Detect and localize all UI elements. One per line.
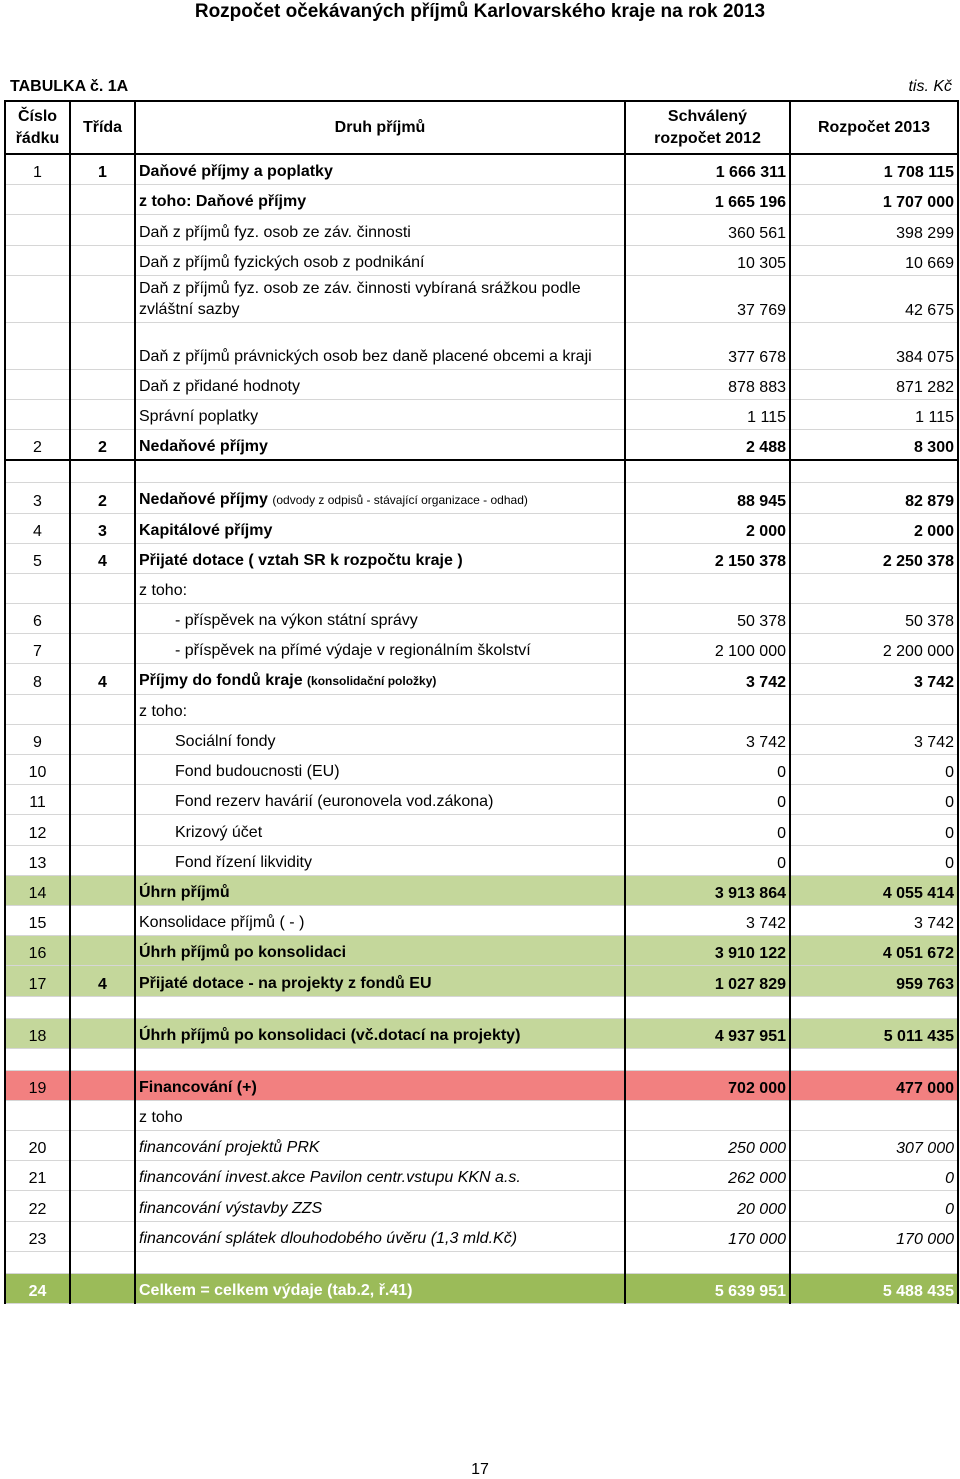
table-row	[5, 664, 958, 694]
spacer-row	[5, 996, 958, 1018]
table-row	[5, 785, 958, 815]
approved-2012-cell: 2 100 000	[625, 634, 790, 664]
class-cell	[70, 1131, 135, 1161]
spacer-cell	[5, 996, 70, 1018]
table-row	[5, 724, 958, 754]
row-number-cell	[5, 369, 70, 399]
class-cell	[70, 1273, 135, 1303]
class-cell	[70, 755, 135, 785]
budget-2013-cell: 5 488 435	[790, 1273, 958, 1303]
approved-2012-cell	[625, 1100, 790, 1130]
budget-2013-cell: 959 763	[790, 966, 958, 996]
type-cell	[135, 430, 625, 461]
type-cell	[135, 815, 625, 845]
table-row	[5, 1070, 958, 1100]
spacer-cell	[135, 1251, 625, 1273]
spacer-cell	[625, 996, 790, 1018]
spacer-cell	[70, 1048, 135, 1070]
budget-2013-cell: 3 742	[790, 724, 958, 754]
budget-2013-cell	[790, 573, 958, 603]
type-label: Úhrh příjmů po konsolidaci	[139, 944, 347, 962]
approved-2012-cell: 0	[625, 815, 790, 845]
unit-label: tis. Kč	[908, 78, 952, 95]
approved-2012-cell: 250 000	[625, 1131, 790, 1161]
table-row	[5, 694, 958, 724]
table-id: TABULKA č. 1A	[10, 78, 129, 95]
table-row	[5, 1100, 958, 1130]
row-number-cell	[5, 399, 70, 429]
budget-2013-cell	[790, 1100, 958, 1130]
type-label: Přijaté dotace ( vztah SR k rozpočtu kraje )	[139, 551, 463, 569]
spacer-cell	[135, 1048, 625, 1070]
table-body	[5, 154, 958, 1304]
class-cell	[70, 1100, 135, 1130]
approved-2012-cell: 88 945	[625, 483, 790, 513]
type-label: Sociální fondy	[175, 733, 276, 750]
approved-2012-cell: 377 678	[625, 322, 790, 369]
class-cell	[70, 275, 135, 322]
type-label: Úhrn příjmů	[139, 883, 230, 901]
type-cell	[135, 543, 625, 573]
budget-2013-cell: 0	[790, 1161, 958, 1191]
row-number-cell: 2	[5, 430, 70, 461]
type-cell	[135, 215, 625, 245]
type-cell	[135, 905, 625, 935]
type-label: - příspěvek na přímé výdaje v regionálním školství	[175, 642, 531, 660]
type-label: Konsolidace příjmů ( - )	[139, 914, 305, 932]
approved-2012-cell: 50 378	[625, 604, 790, 634]
class-cell: 4	[70, 966, 135, 996]
approved-2012-cell: 2 000	[625, 513, 790, 543]
type-cell	[135, 483, 625, 513]
table-row	[5, 845, 958, 875]
approved-2012-cell	[625, 694, 790, 724]
approved-2012-cell: 37 769	[625, 275, 790, 322]
spacer-cell	[5, 1048, 70, 1070]
class-cell	[70, 634, 135, 664]
type-cell	[135, 185, 625, 215]
class-cell: 3	[70, 513, 135, 543]
class-cell	[70, 1018, 135, 1048]
table-row	[5, 815, 958, 845]
table-row	[5, 513, 958, 543]
budget-2013-cell: 3 742	[790, 905, 958, 935]
class-cell	[70, 245, 135, 275]
type-cell	[135, 399, 625, 429]
type-label: financování výstavby ZZS	[139, 1199, 323, 1217]
type-cell	[135, 694, 625, 724]
class-cell	[70, 1070, 135, 1100]
approved-2012-cell: 1 115	[625, 399, 790, 429]
table-row	[5, 1161, 958, 1191]
type-label: Krizový účet	[175, 823, 263, 841]
row-number-cell: 23	[5, 1221, 70, 1251]
type-label: financování invest.akce Pavilon centr.vstupu KKN a.s.	[139, 1169, 521, 1187]
row-number-cell: 9	[5, 724, 70, 754]
col-class: Třída	[70, 101, 135, 154]
row-number-cell	[5, 1100, 70, 1130]
budget-2013-cell: 2 250 378	[790, 543, 958, 573]
type-cell	[135, 573, 625, 603]
budget-2013-cell: 1 708 115	[790, 154, 958, 185]
row-number-cell	[5, 275, 70, 322]
type-cell	[135, 634, 625, 664]
budget-2013-cell: 477 000	[790, 1070, 958, 1100]
budget-2013-cell: 8 300	[790, 430, 958, 461]
spacer-cell	[70, 1251, 135, 1273]
table-row	[5, 634, 958, 664]
table-row	[5, 755, 958, 785]
class-cell	[70, 399, 135, 429]
spacer-cell	[790, 460, 958, 483]
type-label: financování projektů PRK	[139, 1139, 320, 1157]
table-row	[5, 399, 958, 429]
spacer-cell	[790, 1048, 958, 1070]
spacer-cell	[625, 1048, 790, 1070]
type-cell	[135, 755, 625, 785]
table-row	[5, 936, 958, 966]
approved-2012-cell: 3 910 122	[625, 936, 790, 966]
row-number-cell: 1	[5, 154, 70, 185]
approved-2012-cell: 3 742	[625, 664, 790, 694]
table-row	[5, 905, 958, 935]
table-row	[5, 1221, 958, 1251]
row-number-cell: 19	[5, 1070, 70, 1100]
type-label: Daňové příjmy a poplatky	[139, 163, 333, 181]
type-label: Nedaňové příjmy	[139, 490, 268, 508]
type-cell	[135, 1273, 625, 1303]
budget-2013-cell: 4 055 414	[790, 875, 958, 905]
approved-2012-cell: 5 639 951	[625, 1273, 790, 1303]
approved-2012-cell: 20 000	[625, 1191, 790, 1221]
budget-2013-cell: 384 075	[790, 322, 958, 369]
table-row	[5, 245, 958, 275]
type-label: - příspěvek na výkon státní správy	[175, 612, 418, 630]
table-row	[5, 430, 958, 461]
table-row	[5, 154, 958, 185]
row-number-cell: 15	[5, 905, 70, 935]
type-note: (odvody z odpisů - stávající organizace - odhad)	[272, 492, 528, 507]
table-row	[5, 875, 958, 905]
spacer-cell	[70, 996, 135, 1018]
type-label: Daň z přidané hodnoty	[139, 377, 300, 395]
class-cell	[70, 724, 135, 754]
row-number-cell	[5, 215, 70, 245]
spacer-row	[5, 1048, 958, 1070]
type-cell	[135, 154, 625, 185]
budget-2013-cell: 5 011 435	[790, 1018, 958, 1048]
class-cell	[70, 185, 135, 215]
class-cell	[70, 785, 135, 815]
table-row	[5, 215, 958, 245]
type-label: Fond rezerv havárií (euronovela vod.zákona)	[175, 793, 494, 811]
table-row	[5, 1131, 958, 1161]
type-cell	[135, 369, 625, 399]
type-label: Fond budoucnosti (EU)	[175, 763, 340, 781]
approved-2012-cell: 4 937 951	[625, 1018, 790, 1048]
type-label: Přijaté dotace - na projekty z fondů EU	[139, 974, 432, 992]
row-number-cell	[5, 694, 70, 724]
budget-2013-cell: 82 879	[790, 483, 958, 513]
row-number-cell: 11	[5, 785, 70, 815]
budget-2013-cell: 0	[790, 845, 958, 875]
type-label: z toho	[139, 1109, 183, 1127]
row-number-cell: 22	[5, 1191, 70, 1221]
row-number-cell: 7	[5, 634, 70, 664]
type-label: Celkem = celkem výdaje (tab.2, ř.41)	[139, 1282, 413, 1299]
spacer-cell	[5, 1251, 70, 1273]
spacer-cell	[790, 1251, 958, 1273]
table-row	[5, 573, 958, 603]
spacer-cell	[625, 460, 790, 483]
table-row	[5, 322, 958, 369]
col-budget-2013: Rozpočet 2013	[790, 101, 958, 154]
budget-2013-cell	[790, 694, 958, 724]
spacer-cell	[135, 996, 625, 1018]
col-approved-2012: Schválený rozpočet 2012	[625, 101, 790, 154]
type-label: Daň z příjmů právnických osob bez daně placené obcemi a kraji	[139, 347, 592, 365]
type-label: Daň z příjmů fyz. osob ze záv. činnosti	[139, 223, 411, 241]
type-label: financování splátek dlouhodobého úvěru (1,3 mld.Kč)	[139, 1229, 518, 1247]
type-cell	[135, 664, 625, 694]
budget-2013-cell: 0	[790, 755, 958, 785]
spacer-cell	[70, 460, 135, 483]
budget-2013-cell: 3 742	[790, 664, 958, 694]
col-row-number: Číslo řádku	[5, 101, 70, 154]
type-cell	[135, 1100, 625, 1130]
budget-2013-cell: 1 707 000	[790, 185, 958, 215]
row-number-cell: 14	[5, 875, 70, 905]
approved-2012-cell: 3 742	[625, 724, 790, 754]
type-cell	[135, 245, 625, 275]
row-number-cell: 3	[5, 483, 70, 513]
type-cell	[135, 604, 625, 634]
spacer-cell	[5, 460, 70, 483]
approved-2012-cell: 0	[625, 845, 790, 875]
type-cell	[135, 322, 625, 369]
class-cell	[70, 815, 135, 845]
type-label: Daň z příjmů fyzických osob z podnikání	[139, 253, 425, 271]
type-label: Kapitálové příjmy	[139, 521, 273, 539]
type-label: Daň z příjmů fyz. osob ze záv. činnosti vybíraná srážkou podle zvláštní sazby	[139, 279, 581, 318]
page-number: 17	[471, 1461, 489, 1478]
class-cell	[70, 845, 135, 875]
type-cell	[135, 724, 625, 754]
table-row	[5, 369, 958, 399]
budget-2013-cell: 398 299	[790, 215, 958, 245]
row-number-cell: 21	[5, 1161, 70, 1191]
budget-2013-cell: 2 200 000	[790, 634, 958, 664]
table-row	[5, 604, 958, 634]
budget-2013-cell: 0	[790, 815, 958, 845]
class-cell	[70, 875, 135, 905]
type-cell	[135, 785, 625, 815]
budget-2013-cell: 170 000	[790, 1221, 958, 1251]
col-type: Druh příjmů	[135, 101, 625, 154]
type-label: Fond řízení likvidity	[175, 853, 312, 871]
row-number-cell: 16	[5, 936, 70, 966]
row-number-cell: 24	[5, 1273, 70, 1303]
row-number-cell: 20	[5, 1131, 70, 1161]
approved-2012-cell: 1 665 196	[625, 185, 790, 215]
row-number-cell: 13	[5, 845, 70, 875]
class-cell	[70, 1191, 135, 1221]
table-row	[5, 966, 958, 996]
class-cell: 1	[70, 154, 135, 185]
class-cell	[70, 604, 135, 634]
approved-2012-cell: 10 305	[625, 245, 790, 275]
type-cell	[135, 875, 625, 905]
type-cell	[135, 936, 625, 966]
budget-2013-cell: 0	[790, 1191, 958, 1221]
spacer-cell	[135, 460, 625, 483]
class-cell	[70, 905, 135, 935]
type-cell	[135, 966, 625, 996]
approved-2012-cell	[625, 573, 790, 603]
row-number-cell	[5, 573, 70, 603]
type-cell	[135, 1018, 625, 1048]
row-number-cell: 17	[5, 966, 70, 996]
class-cell	[70, 936, 135, 966]
class-cell	[70, 1221, 135, 1251]
type-cell	[135, 845, 625, 875]
type-cell	[135, 1221, 625, 1251]
budget-2013-cell: 50 378	[790, 604, 958, 634]
approved-2012-cell: 170 000	[625, 1221, 790, 1251]
approved-2012-cell: 878 883	[625, 369, 790, 399]
approved-2012-cell: 702 000	[625, 1070, 790, 1100]
approved-2012-cell: 0	[625, 785, 790, 815]
budget-2013-cell: 10 669	[790, 245, 958, 275]
approved-2012-cell: 3 742	[625, 905, 790, 935]
approved-2012-cell: 3 913 864	[625, 875, 790, 905]
type-cell	[135, 1131, 625, 1161]
type-label: Financování (+)	[139, 1078, 257, 1096]
class-cell	[70, 1161, 135, 1191]
row-number-cell: 12	[5, 815, 70, 845]
approved-2012-cell: 360 561	[625, 215, 790, 245]
type-note: (konsolidační položky)	[307, 673, 437, 688]
type-cell	[135, 1191, 625, 1221]
budget-2013-cell: 4 051 672	[790, 936, 958, 966]
approved-2012-cell: 1 027 829	[625, 966, 790, 996]
spacer-row	[5, 1251, 958, 1273]
row-number-cell: 18	[5, 1018, 70, 1048]
approved-2012-cell: 1 666 311	[625, 154, 790, 185]
budget-2013-cell: 2 000	[790, 513, 958, 543]
type-label: z toho:	[139, 582, 188, 600]
type-label: z toho: Daňové příjmy	[139, 193, 307, 211]
class-cell	[70, 694, 135, 724]
row-number-cell: 5	[5, 543, 70, 573]
type-label: Příjmy do fondů kraje	[139, 671, 303, 689]
table-row	[5, 1018, 958, 1048]
class-cell: 4	[70, 664, 135, 694]
approved-2012-cell: 262 000	[625, 1161, 790, 1191]
spacer-row	[5, 460, 958, 483]
approved-2012-cell: 2 488	[625, 430, 790, 461]
budget-2013-cell: 1 115	[790, 399, 958, 429]
header-row	[5, 101, 958, 154]
table-row	[5, 543, 958, 573]
approved-2012-cell: 2 150 378	[625, 543, 790, 573]
type-label: Nedaňové příjmy	[139, 438, 268, 456]
row-number-cell: 4	[5, 513, 70, 543]
row-number-cell	[5, 322, 70, 369]
row-number-cell: 6	[5, 604, 70, 634]
class-cell	[70, 369, 135, 399]
document-title: Rozpočet očekávaných příjmů Karlovarského kraje na rok 2013	[194, 1, 766, 22]
class-cell	[70, 573, 135, 603]
class-cell	[70, 322, 135, 369]
type-label: z toho:	[139, 702, 188, 720]
spacer-cell	[625, 1251, 790, 1273]
type-label: Správní poplatky	[139, 408, 259, 426]
table-row	[5, 185, 958, 215]
budget-2013-cell: 42 675	[790, 275, 958, 322]
class-cell: 2	[70, 430, 135, 461]
row-number-cell	[5, 185, 70, 215]
class-cell	[70, 215, 135, 245]
budget-2013-cell: 307 000	[790, 1131, 958, 1161]
approved-2012-cell: 0	[625, 755, 790, 785]
class-cell: 2	[70, 483, 135, 513]
type-cell	[135, 1070, 625, 1100]
row-number-cell: 8	[5, 664, 70, 694]
type-label: Úhrh příjmů po konsolidaci (vč.dotací na projekty)	[139, 1026, 521, 1044]
table-row	[5, 483, 958, 513]
spacer-cell	[790, 996, 958, 1018]
row-number-cell	[5, 245, 70, 275]
type-cell	[135, 1161, 625, 1191]
table-row	[5, 1273, 958, 1303]
budget-table	[4, 100, 959, 1304]
type-cell	[135, 513, 625, 543]
class-cell: 4	[70, 543, 135, 573]
type-cell	[135, 275, 625, 322]
budget-2013-cell: 871 282	[790, 369, 958, 399]
table-row	[5, 1191, 958, 1221]
row-number-cell: 10	[5, 755, 70, 785]
budget-2013-cell: 0	[790, 785, 958, 815]
table-row	[5, 275, 958, 322]
